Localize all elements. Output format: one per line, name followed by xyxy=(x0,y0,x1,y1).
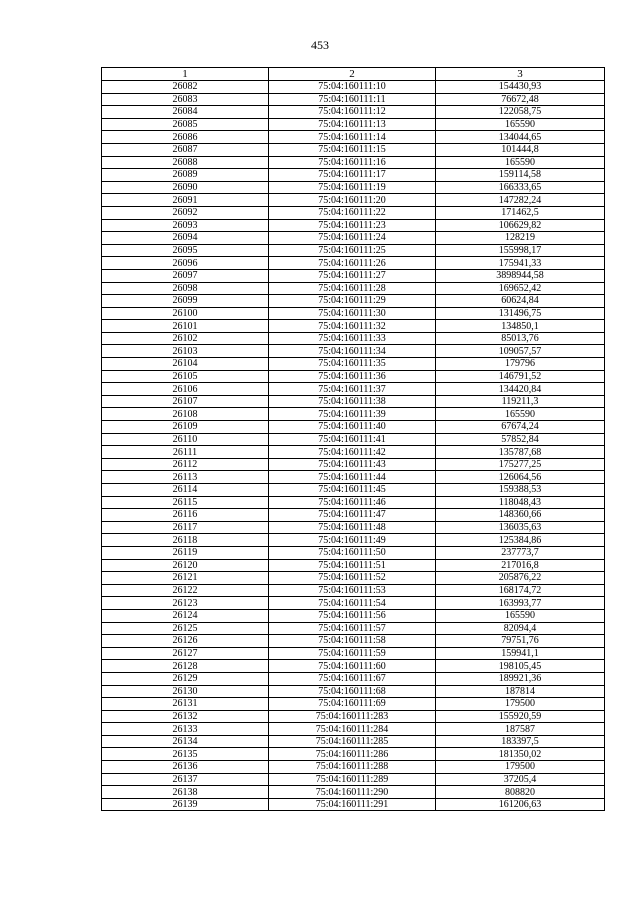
table-row xyxy=(102,332,605,345)
row-number-cell: 26109 xyxy=(102,421,269,434)
table-row xyxy=(102,269,605,282)
cadastral-number-cell: 75:04:160111:38 xyxy=(269,395,436,408)
row-number-cell: 26113 xyxy=(102,471,269,484)
table-row xyxy=(102,773,605,786)
row-number-cell: 26114 xyxy=(102,484,269,497)
table-row xyxy=(102,660,605,673)
table-row xyxy=(102,786,605,799)
value-cell: 187814 xyxy=(436,685,605,698)
cadastral-number-cell: 75:04:160111:20 xyxy=(269,194,436,207)
cadastral-number-cell: 75:04:160111:37 xyxy=(269,383,436,396)
row-number-cell: 26110 xyxy=(102,433,269,446)
row-number-cell: 26096 xyxy=(102,257,269,270)
row-number-cell: 26131 xyxy=(102,698,269,711)
cadastral-number-cell: 75:04:160111:25 xyxy=(269,244,436,257)
row-number-cell: 26083 xyxy=(102,93,269,106)
cadastral-number-cell: 75:04:160111:16 xyxy=(269,156,436,169)
row-number-cell: 26094 xyxy=(102,232,269,245)
value-cell: 134420,84 xyxy=(436,383,605,396)
cadastral-number-cell: 75:04:160111:35 xyxy=(269,358,436,371)
table-row xyxy=(102,194,605,207)
row-number-cell: 26119 xyxy=(102,546,269,559)
cadastral-number-cell: 75:04:160111:24 xyxy=(269,232,436,245)
table-row xyxy=(102,156,605,169)
cadastral-number-cell: 75:04:160111:284 xyxy=(269,723,436,736)
row-number-cell: 26088 xyxy=(102,156,269,169)
row-number-cell: 26084 xyxy=(102,106,269,119)
cadastral-number-cell: 75:04:160111:28 xyxy=(269,282,436,295)
value-cell: 161206,63 xyxy=(436,798,605,811)
row-number-cell: 26112 xyxy=(102,458,269,471)
table-row xyxy=(102,484,605,497)
cadastral-number-cell: 75:04:160111:58 xyxy=(269,635,436,648)
table-row xyxy=(102,584,605,597)
table-row xyxy=(102,106,605,119)
value-cell: 175941,33 xyxy=(436,257,605,270)
row-number-cell: 26098 xyxy=(102,282,269,295)
table-row xyxy=(102,232,605,245)
value-cell: 37205,4 xyxy=(436,773,605,786)
cadastral-number-cell: 75:04:160111:59 xyxy=(269,647,436,660)
row-number-cell: 26117 xyxy=(102,521,269,534)
cadastral-number-cell: 75:04:160111:42 xyxy=(269,446,436,459)
table-row xyxy=(102,181,605,194)
table-row xyxy=(102,345,605,358)
table-row xyxy=(102,761,605,774)
cadastral-number-cell: 75:04:160111:27 xyxy=(269,269,436,282)
value-cell: 119211,3 xyxy=(436,395,605,408)
row-number-cell: 26092 xyxy=(102,206,269,219)
cadastral-number-cell: 75:04:160111:67 xyxy=(269,672,436,685)
table-row xyxy=(102,446,605,459)
row-number-cell: 26130 xyxy=(102,685,269,698)
value-cell: 155998,17 xyxy=(436,244,605,257)
row-number-cell: 26121 xyxy=(102,572,269,585)
table-row xyxy=(102,647,605,660)
cadastral-number-cell: 75:04:160111:22 xyxy=(269,206,436,219)
value-cell: 205876,22 xyxy=(436,572,605,585)
row-number-cell: 26137 xyxy=(102,773,269,786)
cadastral-number-cell: 75:04:160111:14 xyxy=(269,131,436,144)
value-cell: 125384,86 xyxy=(436,534,605,547)
row-number-cell: 26124 xyxy=(102,609,269,622)
value-cell: 166333,65 xyxy=(436,181,605,194)
row-number-cell: 26107 xyxy=(102,395,269,408)
row-number-cell: 26090 xyxy=(102,181,269,194)
table-row xyxy=(102,710,605,723)
table-row xyxy=(102,169,605,182)
table-row xyxy=(102,295,605,308)
cadastral-number-cell: 75:04:160111:17 xyxy=(269,169,436,182)
table-row xyxy=(102,408,605,421)
value-cell: 159388,53 xyxy=(436,484,605,497)
cadastral-number-cell: 75:04:160111:36 xyxy=(269,370,436,383)
value-cell: 183397,5 xyxy=(436,735,605,748)
row-number-cell: 26138 xyxy=(102,786,269,799)
row-number-cell: 26089 xyxy=(102,169,269,182)
value-cell: 187587 xyxy=(436,723,605,736)
value-cell: 82094,4 xyxy=(436,622,605,635)
value-cell: 808820 xyxy=(436,786,605,799)
value-cell: 165590 xyxy=(436,118,605,131)
table-row xyxy=(102,433,605,446)
row-number-cell: 26086 xyxy=(102,131,269,144)
value-cell: 159114,58 xyxy=(436,169,605,182)
table-row xyxy=(102,118,605,131)
cadastral-number-cell: 75:04:160111:29 xyxy=(269,295,436,308)
cadastral-number-cell: 75:04:160111:286 xyxy=(269,748,436,761)
cadastral-number-cell: 75:04:160111:30 xyxy=(269,307,436,320)
cadastral-number-cell: 75:04:160111:12 xyxy=(269,106,436,119)
row-number-cell: 26105 xyxy=(102,370,269,383)
value-cell: 217016,8 xyxy=(436,559,605,572)
column-header-1: 1 xyxy=(102,68,269,81)
value-cell: 175277,25 xyxy=(436,458,605,471)
row-number-cell: 26111 xyxy=(102,446,269,459)
row-number-cell: 26127 xyxy=(102,647,269,660)
value-cell: 237773,7 xyxy=(436,546,605,559)
row-number-cell: 26106 xyxy=(102,383,269,396)
value-cell: 134850,1 xyxy=(436,320,605,333)
row-number-cell: 26116 xyxy=(102,509,269,522)
cadastral-number-cell: 75:04:160111:39 xyxy=(269,408,436,421)
cadastral-number-cell: 75:04:160111:51 xyxy=(269,559,436,572)
table-row xyxy=(102,546,605,559)
value-cell: 165590 xyxy=(436,408,605,421)
table-row xyxy=(102,383,605,396)
value-cell: 155920,59 xyxy=(436,710,605,723)
value-cell: 128219 xyxy=(436,232,605,245)
cadastral-number-cell: 75:04:160111:43 xyxy=(269,458,436,471)
data-table xyxy=(101,67,605,811)
value-cell: 3898944,58 xyxy=(436,269,605,282)
cadastral-number-cell: 75:04:160111:34 xyxy=(269,345,436,358)
value-cell: 67674,24 xyxy=(436,421,605,434)
table-row xyxy=(102,635,605,648)
table-row xyxy=(102,370,605,383)
value-cell: 179796 xyxy=(436,358,605,371)
value-cell: 189921,36 xyxy=(436,672,605,685)
page-number: 453 xyxy=(311,38,329,52)
row-number-cell: 26120 xyxy=(102,559,269,572)
row-number-cell: 26095 xyxy=(102,244,269,257)
table-row xyxy=(102,421,605,434)
table-row xyxy=(102,458,605,471)
cadastral-number-cell: 75:04:160111:47 xyxy=(269,509,436,522)
cadastral-number-cell: 75:04:160111:290 xyxy=(269,786,436,799)
table-row xyxy=(102,521,605,534)
row-number-cell: 26101 xyxy=(102,320,269,333)
cadastral-number-cell: 75:04:160111:56 xyxy=(269,609,436,622)
row-number-cell: 26091 xyxy=(102,194,269,207)
cadastral-number-cell: 75:04:160111:52 xyxy=(269,572,436,585)
cadastral-number-cell: 75:04:160111:33 xyxy=(269,332,436,345)
row-number-cell: 26103 xyxy=(102,345,269,358)
value-cell: 85013,76 xyxy=(436,332,605,345)
value-cell: 168174,72 xyxy=(436,584,605,597)
row-number-cell: 26102 xyxy=(102,332,269,345)
row-number-cell: 26128 xyxy=(102,660,269,673)
value-cell: 179500 xyxy=(436,761,605,774)
cadastral-number-cell: 75:04:160111:10 xyxy=(269,81,436,94)
table-row xyxy=(102,244,605,257)
value-cell: 135787,68 xyxy=(436,446,605,459)
column-header-3: 3 xyxy=(436,68,605,81)
table-row xyxy=(102,131,605,144)
value-cell: 118048,43 xyxy=(436,496,605,509)
row-number-cell: 26108 xyxy=(102,408,269,421)
table-row xyxy=(102,206,605,219)
value-cell: 134044,65 xyxy=(436,131,605,144)
cadastral-number-cell: 75:04:160111:26 xyxy=(269,257,436,270)
cadastral-number-cell: 75:04:160111:49 xyxy=(269,534,436,547)
value-cell: 136035,63 xyxy=(436,521,605,534)
cadastral-number-cell: 75:04:160111:50 xyxy=(269,546,436,559)
value-cell: 163993,77 xyxy=(436,597,605,610)
table-row xyxy=(102,748,605,761)
cadastral-number-cell: 75:04:160111:283 xyxy=(269,710,436,723)
table-row xyxy=(102,735,605,748)
cadastral-number-cell: 75:04:160111:45 xyxy=(269,484,436,497)
cadastral-number-cell: 75:04:160111:15 xyxy=(269,143,436,156)
table-row xyxy=(102,559,605,572)
row-number-cell: 26087 xyxy=(102,143,269,156)
table-row xyxy=(102,93,605,106)
row-number-cell: 26139 xyxy=(102,798,269,811)
table-row xyxy=(102,471,605,484)
value-cell: 109057,57 xyxy=(436,345,605,358)
value-cell: 60624,84 xyxy=(436,295,605,308)
value-cell: 131496,75 xyxy=(436,307,605,320)
header-row xyxy=(102,68,605,81)
row-number-cell: 26123 xyxy=(102,597,269,610)
value-cell: 148360,66 xyxy=(436,509,605,522)
table-row xyxy=(102,723,605,736)
table-row xyxy=(102,81,605,94)
cadastral-number-cell: 75:04:160111:57 xyxy=(269,622,436,635)
value-cell: 57852,84 xyxy=(436,433,605,446)
row-number-cell: 26097 xyxy=(102,269,269,282)
cadastral-number-cell: 75:04:160111:44 xyxy=(269,471,436,484)
value-cell: 159941,1 xyxy=(436,647,605,660)
cadastral-number-cell: 75:04:160111:48 xyxy=(269,521,436,534)
column-header-2: 2 xyxy=(269,68,436,81)
value-cell: 79751,76 xyxy=(436,635,605,648)
cadastral-number-cell: 75:04:160111:69 xyxy=(269,698,436,711)
value-cell: 179500 xyxy=(436,698,605,711)
cadastral-number-cell: 75:04:160111:11 xyxy=(269,93,436,106)
row-number-cell: 26085 xyxy=(102,118,269,131)
row-number-cell: 26136 xyxy=(102,761,269,774)
table-row xyxy=(102,257,605,270)
cadastral-number-cell: 75:04:160111:13 xyxy=(269,118,436,131)
cadastral-number-cell: 75:04:160111:40 xyxy=(269,421,436,434)
cadastral-number-cell: 75:04:160111:23 xyxy=(269,219,436,232)
table-row xyxy=(102,320,605,333)
value-cell: 165590 xyxy=(436,156,605,169)
row-number-cell: 26125 xyxy=(102,622,269,635)
value-cell: 169652,42 xyxy=(436,282,605,295)
row-number-cell: 26129 xyxy=(102,672,269,685)
table-row xyxy=(102,622,605,635)
table-row xyxy=(102,509,605,522)
cadastral-number-cell: 75:04:160111:46 xyxy=(269,496,436,509)
row-number-cell: 26132 xyxy=(102,710,269,723)
cadastral-number-cell: 75:04:160111:68 xyxy=(269,685,436,698)
cadastral-number-cell: 75:04:160111:32 xyxy=(269,320,436,333)
row-number-cell: 26099 xyxy=(102,295,269,308)
table-row xyxy=(102,395,605,408)
value-cell: 101444,8 xyxy=(436,143,605,156)
cadastral-number-cell: 75:04:160111:291 xyxy=(269,798,436,811)
value-cell: 106629,82 xyxy=(436,219,605,232)
value-cell: 181350,02 xyxy=(436,748,605,761)
table-body xyxy=(102,81,605,811)
cadastral-number-cell: 75:04:160111:289 xyxy=(269,773,436,786)
row-number-cell: 26133 xyxy=(102,723,269,736)
cadastral-number-cell: 75:04:160111:19 xyxy=(269,181,436,194)
value-cell: 154430,93 xyxy=(436,81,605,94)
cadastral-number-cell: 75:04:160111:41 xyxy=(269,433,436,446)
row-number-cell: 26082 xyxy=(102,81,269,94)
table-row xyxy=(102,798,605,811)
cadastral-number-cell: 75:04:160111:288 xyxy=(269,761,436,774)
table-row xyxy=(102,672,605,685)
row-number-cell: 26122 xyxy=(102,584,269,597)
table-row xyxy=(102,219,605,232)
row-number-cell: 26104 xyxy=(102,358,269,371)
value-cell: 171462,5 xyxy=(436,206,605,219)
row-number-cell: 26093 xyxy=(102,219,269,232)
value-cell: 165590 xyxy=(436,609,605,622)
value-cell: 126064,56 xyxy=(436,471,605,484)
table-row xyxy=(102,685,605,698)
table-row xyxy=(102,609,605,622)
value-cell: 147282,24 xyxy=(436,194,605,207)
table-row xyxy=(102,572,605,585)
table-row xyxy=(102,597,605,610)
table-row xyxy=(102,282,605,295)
value-cell: 76672,48 xyxy=(436,93,605,106)
value-cell: 122058,75 xyxy=(436,106,605,119)
table-row xyxy=(102,307,605,320)
table-row xyxy=(102,698,605,711)
value-cell: 198105,45 xyxy=(436,660,605,673)
table-row xyxy=(102,534,605,547)
row-number-cell: 26118 xyxy=(102,534,269,547)
table-row xyxy=(102,496,605,509)
cadastral-number-cell: 75:04:160111:53 xyxy=(269,584,436,597)
row-number-cell: 26100 xyxy=(102,307,269,320)
row-number-cell: 26126 xyxy=(102,635,269,648)
cadastral-number-cell: 75:04:160111:60 xyxy=(269,660,436,673)
cadastral-number-cell: 75:04:160111:54 xyxy=(269,597,436,610)
table-row xyxy=(102,358,605,371)
row-number-cell: 26115 xyxy=(102,496,269,509)
value-cell: 146791,52 xyxy=(436,370,605,383)
table-row xyxy=(102,143,605,156)
row-number-cell: 26134 xyxy=(102,735,269,748)
row-number-cell: 26135 xyxy=(102,748,269,761)
cadastral-number-cell: 75:04:160111:285 xyxy=(269,735,436,748)
